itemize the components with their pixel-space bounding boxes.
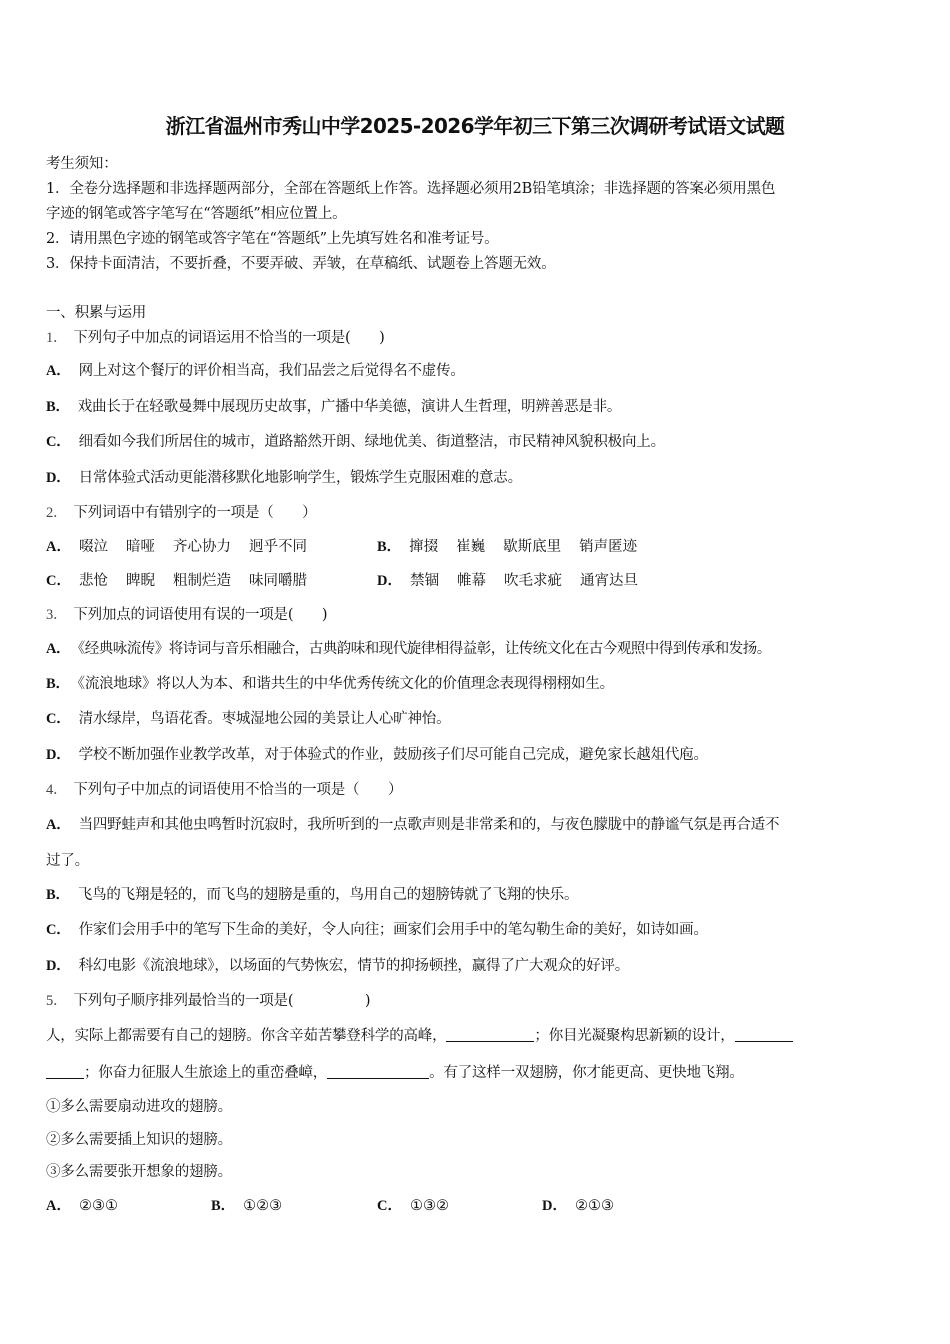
option-word: 歇斯底里 bbox=[503, 539, 562, 555]
q2-option-c[interactable] bbox=[46, 569, 307, 590]
fill-blank[interactable] bbox=[327, 1064, 429, 1079]
q3-option-a[interactable] bbox=[46, 637, 771, 658]
option-label: C． bbox=[46, 573, 71, 589]
option-label: B． bbox=[46, 399, 70, 415]
question-number: 2． bbox=[46, 505, 68, 521]
q1-option-d[interactable] bbox=[46, 466, 522, 487]
option-text: ②③① bbox=[78, 1198, 118, 1214]
passage-text: ；你奋力征服人生旅途上的重峦叠嶂， bbox=[84, 1065, 328, 1081]
option-text: 日常体验式活动更能潜移默化地影响学生，锻炼学生克服困难的意志。 bbox=[78, 470, 522, 486]
q4-option-b[interactable] bbox=[46, 883, 578, 904]
option-text: 科幻电影《流浪地球》，以场面的气势恢宏，情节的抑扬顿挫，赢得了广大观众的好评。 bbox=[78, 958, 630, 974]
option-word: 吹毛求疵 bbox=[503, 573, 562, 589]
option-label: D． bbox=[542, 1198, 567, 1214]
option-text: 作家们会用手中的笔写下生命的美好，令人向往；画家们会用手中的笔勾勒生命的美好，如诗如画。 bbox=[78, 922, 708, 938]
question-text: 下列句子中加点的词语运用不恰当的一项是( ) bbox=[73, 330, 385, 346]
option-label: C． bbox=[46, 711, 71, 727]
option-label: A． bbox=[46, 641, 70, 657]
question-3-stem bbox=[46, 603, 327, 624]
q2-option-b[interactable] bbox=[377, 535, 637, 556]
question-text: 下列加点的词语使用有误的一项是( ) bbox=[73, 607, 328, 623]
option-label: B． bbox=[377, 539, 402, 555]
option-word: 粗制烂造 bbox=[172, 573, 231, 589]
q4-option-a[interactable] bbox=[46, 813, 779, 834]
question-number: 4． bbox=[46, 782, 68, 798]
q1-option-b[interactable] bbox=[46, 395, 621, 416]
option-text: 学校不断加强作业教学改革，对于体验式的作业，鼓励孩子们尽可能自己完成，避免家长越俎代庖。 bbox=[78, 747, 708, 763]
q3-option-c[interactable] bbox=[46, 707, 450, 728]
q5-option-a[interactable] bbox=[46, 1194, 118, 1215]
option-text: 飞鸟的飞翔是轻的，而飞鸟的翅膀是重的，鸟用自己的翅膀铸就了飞翔的快乐。 bbox=[77, 887, 579, 903]
notice-item: 3．保持卡面清洁，不要折叠，不要弄破、弄皱，在草稿纸、试题卷上答题无效。 bbox=[46, 256, 556, 272]
option-text: 《流浪地球》将以人为本、和谐共生的中华优秀传统文化的价值理念表现得栩栩如生。 bbox=[77, 676, 614, 692]
option-label: C． bbox=[377, 1198, 402, 1214]
fill-blank[interactable] bbox=[735, 1027, 793, 1042]
option-label: C． bbox=[46, 434, 71, 450]
question-text: 下列句子顺序排列最恰当的一项是( ) bbox=[73, 993, 371, 1009]
option-label: B． bbox=[46, 887, 70, 903]
q5-option-c[interactable] bbox=[377, 1194, 449, 1215]
q5-option-d[interactable] bbox=[542, 1194, 614, 1215]
passage-text: 人，实际上都需要有自己的翅膀。你含辛茹苦攀登科学的高峰， bbox=[46, 1028, 447, 1044]
option-word: 暗哑 bbox=[125, 539, 155, 555]
fill-blank[interactable] bbox=[46, 1064, 84, 1079]
option-text: ①②③ bbox=[243, 1198, 283, 1214]
question-2-stem bbox=[46, 501, 316, 522]
option-word: 帷幕 bbox=[456, 573, 486, 589]
section-heading: 一、积累与运用 bbox=[46, 305, 147, 321]
question-5-stem bbox=[46, 989, 370, 1010]
option-text: 戏曲长于在轻歌曼舞中展现历史故事，广播中华美德，演讲人生哲理，明辨善恶是非。 bbox=[77, 399, 622, 415]
option-text: ②①③ bbox=[574, 1198, 614, 1214]
option-word: 啜泣 bbox=[78, 539, 108, 555]
option-word: 悲怆 bbox=[78, 573, 108, 589]
option-label: B． bbox=[46, 676, 70, 692]
option-text: 当四野蛙声和其他虫鸣暂时沉寂时，我所听到的一点歌声则是非常柔和的，与夜色朦胧中的静谧气氛是再合适不 bbox=[78, 817, 780, 833]
q5-item: ①多么需要扇动进攻的翅膀。 bbox=[46, 1099, 232, 1115]
option-text: ①③② bbox=[409, 1198, 449, 1214]
option-word: 销声匿迹 bbox=[579, 539, 638, 555]
q5-option-b[interactable] bbox=[211, 1194, 282, 1215]
q2-option-d[interactable] bbox=[377, 569, 638, 590]
option-word: 味同嚼腊 bbox=[248, 573, 307, 589]
option-word: 撺掇 bbox=[409, 539, 439, 555]
option-label: D． bbox=[46, 747, 71, 763]
option-label: C． bbox=[46, 922, 71, 938]
option-label: A． bbox=[46, 817, 71, 833]
q4-option-c[interactable] bbox=[46, 918, 708, 939]
question-1-stem bbox=[46, 326, 385, 347]
option-label: D． bbox=[46, 470, 71, 486]
question-4-stem bbox=[46, 778, 402, 799]
option-text: 《经典咏流传》将诗词与音乐相融合，古典韵味和现代旋律相得益彰，让传统文化在古今观照中得到传承和发扬。 bbox=[77, 641, 771, 657]
q5-passage-line bbox=[46, 1061, 744, 1082]
q5-item: ③多么需要张开想象的翅膀。 bbox=[46, 1164, 232, 1180]
option-word: 迥乎不同 bbox=[248, 539, 307, 555]
q1-option-c[interactable] bbox=[46, 430, 665, 451]
question-text: 下列词语中有错别字的一项是（ ） bbox=[73, 505, 317, 521]
notice-item: 1．全卷分选择题和非选择题两部分，全部在答题纸上作答。选择题必须用2B铅笔填涂；非选择题的答案必须用黑色 bbox=[46, 181, 776, 197]
q3-option-b[interactable] bbox=[46, 672, 614, 693]
q4-option-a-continued: 过了。 bbox=[46, 853, 89, 869]
q2-option-a[interactable] bbox=[46, 535, 307, 556]
q4-option-d[interactable] bbox=[46, 954, 629, 975]
option-word: 睥睨 bbox=[125, 573, 155, 589]
option-word: 崔巍 bbox=[456, 539, 486, 555]
option-text: 网上对这个餐厅的评价相当高，我们品尝之后觉得名不虚传。 bbox=[78, 363, 465, 379]
option-label: A． bbox=[46, 363, 71, 379]
page-title: 浙江省温州市秀山中学2025-2026学年初三下第三次调研考试语文试题 bbox=[165, 114, 785, 138]
fill-blank[interactable] bbox=[446, 1027, 534, 1042]
notice-item: 2．请用黑色字迹的钢笔或答字笔在“答题纸”上先填写姓名和准考证号。 bbox=[46, 231, 499, 247]
option-label: B． bbox=[211, 1198, 236, 1214]
q3-option-d[interactable] bbox=[46, 743, 708, 764]
option-label: A． bbox=[46, 1198, 71, 1214]
passage-text: 。有了这样一双翅膀，你才能更高、更快地飞翔。 bbox=[429, 1065, 744, 1081]
question-number: 1． bbox=[46, 330, 68, 346]
option-word: 齐心协力 bbox=[172, 539, 231, 555]
notice-heading: 考生须知： bbox=[46, 156, 118, 172]
q5-passage-line bbox=[46, 1024, 793, 1045]
option-word: 禁锢 bbox=[409, 573, 439, 589]
option-label: D． bbox=[377, 573, 402, 589]
option-text: 细看如今我们所居住的城市，道路豁然开朗、绿地优美、街道整洁，市民精神风貌积极向上。 bbox=[78, 434, 665, 450]
option-word: 通宵达旦 bbox=[579, 573, 638, 589]
q1-option-a[interactable] bbox=[46, 359, 465, 380]
option-text: 清水绿岸，鸟语花香。枣城湿地公园的美景让人心旷神怡。 bbox=[78, 711, 451, 727]
question-text: 下列句子中加点的词语使用不恰当的一项是（ ） bbox=[73, 782, 403, 798]
question-number: 5． bbox=[46, 993, 68, 1009]
question-number: 3． bbox=[46, 607, 68, 623]
option-label: A． bbox=[46, 539, 71, 555]
q5-item: ②多么需要插上知识的翅膀。 bbox=[46, 1132, 232, 1148]
option-label: D． bbox=[46, 958, 71, 974]
passage-text: ；你目光凝聚构思新颖的设计， bbox=[534, 1028, 735, 1044]
notice-item: 字迹的钢笔或答字笔写在“答题纸”相应位置上。 bbox=[46, 206, 347, 222]
